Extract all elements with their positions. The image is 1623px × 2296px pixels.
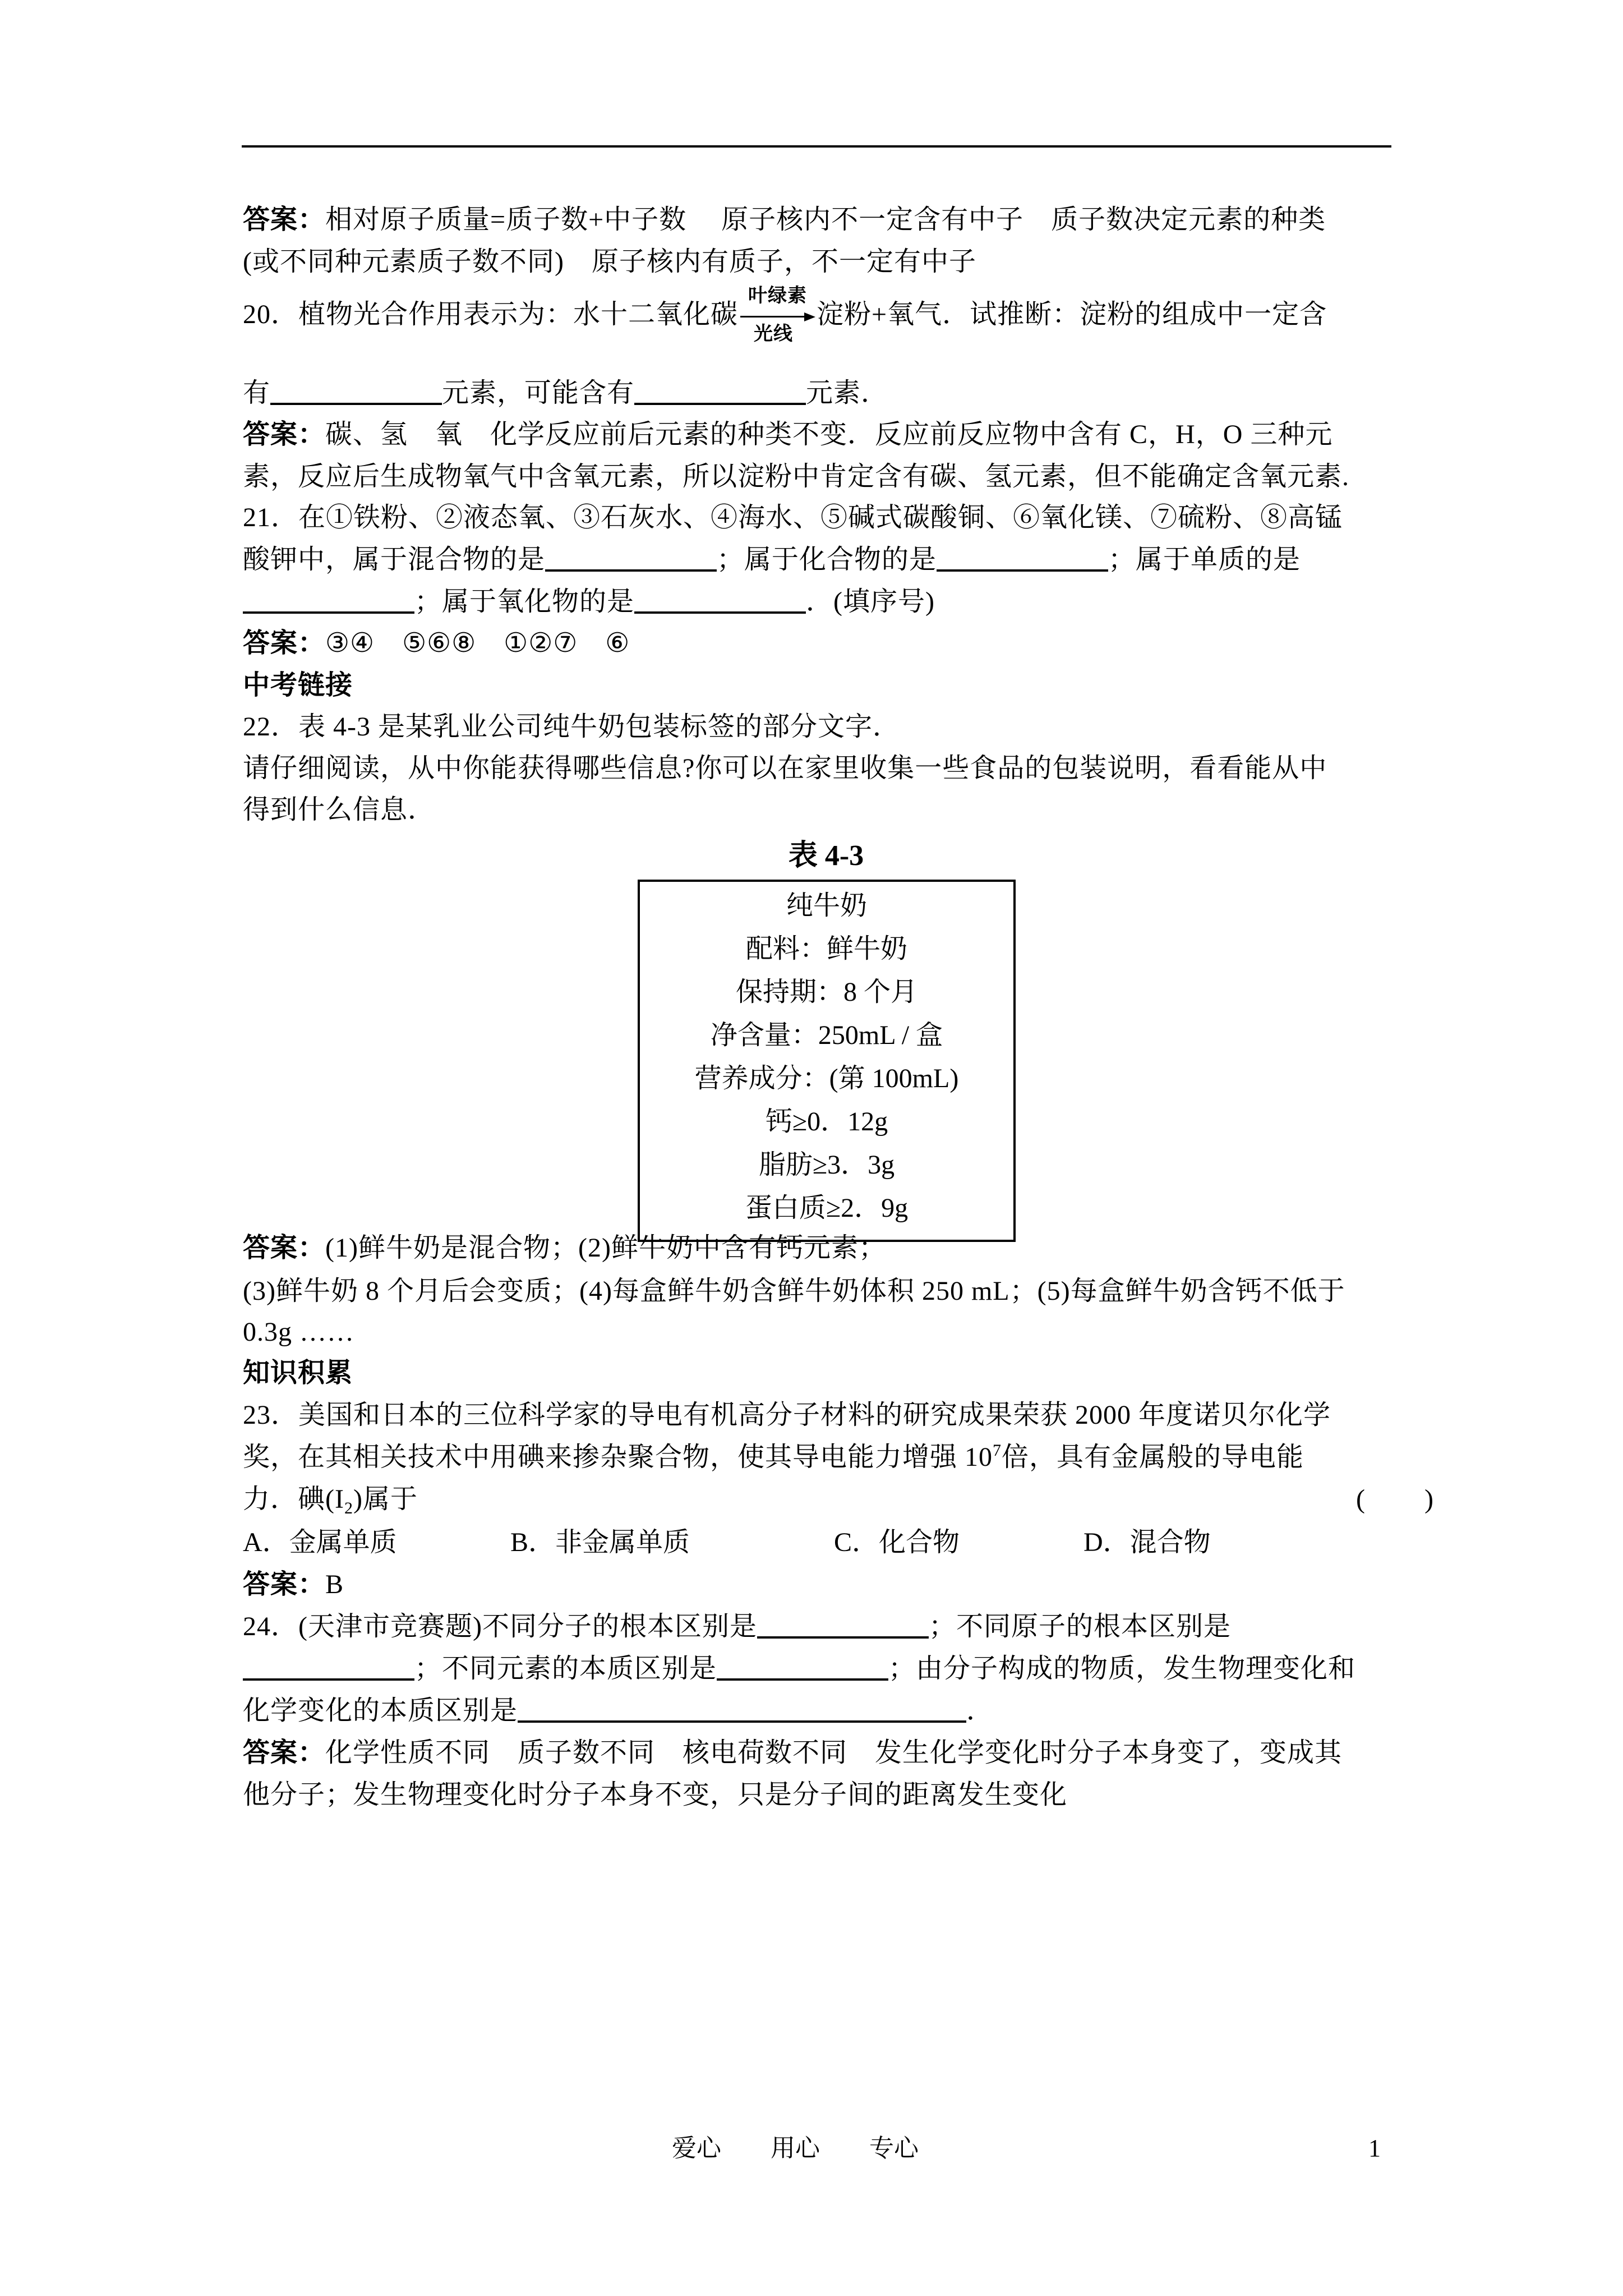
q24-line-1: [243, 1610, 1387, 1644]
label-row-nutrition: 营养成分：(第 100mL): [694, 1064, 959, 1093]
fill-blank[interactable]: [545, 545, 717, 572]
q22-line-3: 得到什么信息．: [243, 795, 436, 825]
question-text: ；属于氧化物的是: [414, 587, 635, 616]
question-text: )属于: [353, 1484, 418, 1514]
q24-line-2: [243, 1652, 1387, 1686]
question-text: 21．在①铁粉、②液态氧、③石灰水、④海水、⑤碱式碳酸铜、⑥氧化镁、⑦硫粉、⑧高锰: [243, 503, 1343, 532]
subscript: 2: [344, 1499, 353, 1517]
answer-text: 素，反应后生成物氧气中含氧元素，所以淀粉中肯定含有碳、氢元素，但不能确定含氧元素.: [243, 462, 1350, 491]
q20-line-1: [243, 284, 1387, 345]
question-text: 20．植物光合作用表示为：水十二氧化碳: [243, 300, 739, 329]
q21-line-2: [243, 543, 1387, 577]
answer-text: 化学性质不同 质子数不同 核电荷数不同 发生化学变化时分子本身变了，变成其: [325, 1738, 1343, 1768]
milk-label-box: [638, 880, 1016, 1242]
question-text: 化学变化的本质区别是: [243, 1696, 518, 1726]
answer-label: 答案：: [243, 1570, 326, 1599]
question-text: 力．碘(I: [243, 1484, 344, 1514]
label-row-calcium: 钙≥0．12g: [765, 1107, 888, 1137]
superscript: 7: [993, 1441, 1002, 1460]
page-number: 1: [1368, 2134, 1381, 2162]
q20-answer-line-2: [243, 460, 1387, 494]
label-row-ingredients: 配料：鲜牛奶: [745, 934, 907, 964]
answer-label: 答案：: [243, 628, 326, 658]
question-text: 淀粉+氧气．试推断：淀粉的组成中一定含: [817, 300, 1327, 329]
q21-line-3: [243, 585, 1387, 619]
answer-label: 答案：: [243, 420, 326, 449]
fill-blank[interactable]: [634, 378, 806, 405]
q19-answer-line-1: [243, 203, 1387, 237]
fill-blank[interactable]: [243, 1654, 414, 1681]
question-text: ．: [966, 1696, 994, 1726]
question-text: 24．(天津市竞赛题)不同分子的根本区别是: [243, 1612, 757, 1641]
q22-answer-line-2: (3)鲜牛奶 8 个月后会变质；(4)每盒鲜牛奶含鲜牛奶体积 250 mL；(5)每盒鲜牛奶含钙不低于: [243, 1276, 1345, 1306]
q23-line-3: [243, 1483, 1387, 1516]
reaction-condition-bottom: 光线: [754, 323, 794, 345]
header-rule: [242, 145, 1391, 148]
q21-answer: [243, 627, 1387, 660]
question-text: 酸钾中，属于混合物的是: [243, 545, 546, 574]
question-text: 元素，可能含有: [442, 378, 635, 408]
q24-line-3: [243, 1694, 1387, 1728]
q19-answer-line-2: [243, 245, 1387, 279]
option-c[interactable]: C．化合物: [834, 1527, 960, 1557]
fill-blank[interactable]: [757, 1612, 929, 1639]
table-caption: 表 4-3: [788, 840, 864, 872]
label-row-protein: 蛋白质≥2．9g: [745, 1193, 909, 1223]
question-text: ；由分子构成的物质，发生物理变化和: [888, 1654, 1356, 1683]
question-text: ；不同原子的根本区别是: [928, 1612, 1231, 1641]
footer-motto: 爱心 用心 专心: [672, 2134, 919, 2162]
q22-answer-line-1: [243, 1231, 1387, 1265]
q20-answer-line-1: [243, 418, 1387, 452]
answer-label: 答案：: [243, 1233, 326, 1263]
question-text: ；属于单质的是: [1108, 545, 1301, 574]
question-text: ；属于化合物的是: [717, 545, 937, 574]
q22-line-1: 22．表 4-3 是某乳业公司纯牛奶包装标签的部分文字．: [243, 712, 900, 742]
fill-blank[interactable]: [937, 545, 1108, 572]
answer-paren-open: (: [1356, 1484, 1365, 1514]
label-row-net-content: 净含量：250mL / 盒: [710, 1020, 943, 1050]
answer-label: 答案：: [243, 1738, 326, 1768]
question-text: 奖，在其相关技术中用碘来掺杂聚合物，使其导电能力增强 10: [243, 1442, 993, 1472]
answer-text: B: [325, 1570, 344, 1599]
fill-blank[interactable]: [518, 1696, 966, 1723]
answer-text: 相对原子质量=质子数+中子数 原子核内不一定含有中子 质子数决定元素的种类: [325, 205, 1326, 234]
q24-answer-line-1: [243, 1736, 1387, 1770]
q22-answer-line-3: 0.3g ……: [243, 1317, 354, 1347]
reaction-condition-top: 叶绿素: [748, 284, 808, 307]
label-row-fat: 脂肪≥3．3g: [758, 1150, 895, 1180]
arrow-shaft: [740, 316, 806, 318]
reaction-arrow: [738, 284, 817, 345]
question-text: ．(填序号): [806, 587, 935, 616]
question-text: 倍，具有金属般的导电能: [1002, 1442, 1304, 1472]
fill-blank[interactable]: [634, 587, 806, 614]
section-heading-zhishi: 知识积累: [243, 1358, 353, 1388]
q21-line-1: [243, 501, 1387, 535]
fill-blank[interactable]: [270, 378, 442, 405]
q23-line-1: 23．美国和日本的三位科学家的导电有机高分子材料的研究成果荣获 2000 年度诺贝尔化学: [243, 1400, 1331, 1430]
answer-text: (1)鲜牛奶是混合物；(2)鲜牛奶中含有钙元素；: [325, 1233, 886, 1263]
answer-label: 答案：: [243, 205, 326, 234]
q24-answer-line-2: 他分子；发生物理变化时分子本身不变，只是分子间的距离发生变化: [243, 1780, 1068, 1810]
label-row-shelf-life: 保持期：8 个月: [735, 977, 917, 1007]
question-text: 元素．: [806, 378, 889, 408]
option-b[interactable]: B．非金属单质: [510, 1527, 690, 1557]
answer-text: (或不同种元素质子数不同) 原子核内有质子，不一定有中子: [243, 247, 976, 277]
q20-line-2: [243, 376, 1387, 410]
answer-text: 碳、氢 氧 化学反应前后元素的种类不变．反应前反应物中含有 C，H，O 三种元: [325, 420, 1333, 449]
q23-answer: [243, 1568, 1387, 1602]
label-row-product: 纯牛奶: [786, 891, 867, 921]
section-heading-zhongkao: 中考链接: [243, 670, 353, 700]
question-text: ；不同元素的本质区别是: [414, 1654, 717, 1683]
q23-line-2: [243, 1441, 1387, 1474]
option-d[interactable]: D．混合物: [1083, 1527, 1211, 1557]
option-a[interactable]: A．金属单质: [243, 1527, 397, 1557]
fill-blank[interactable]: [243, 587, 414, 614]
answer-paren-close: ): [1424, 1484, 1433, 1514]
arrow-head-icon: [804, 312, 815, 321]
answer-text: ③④ ⑤⑥⑧ ①②⑦ ⑥: [325, 628, 630, 658]
question-text: 有: [243, 378, 271, 408]
q22-line-2: 请仔细阅读，从中你能获得哪些信息?你可以在家里收集一些食品的包装说明，看看能从中: [243, 753, 1327, 783]
fill-blank[interactable]: [717, 1654, 888, 1681]
